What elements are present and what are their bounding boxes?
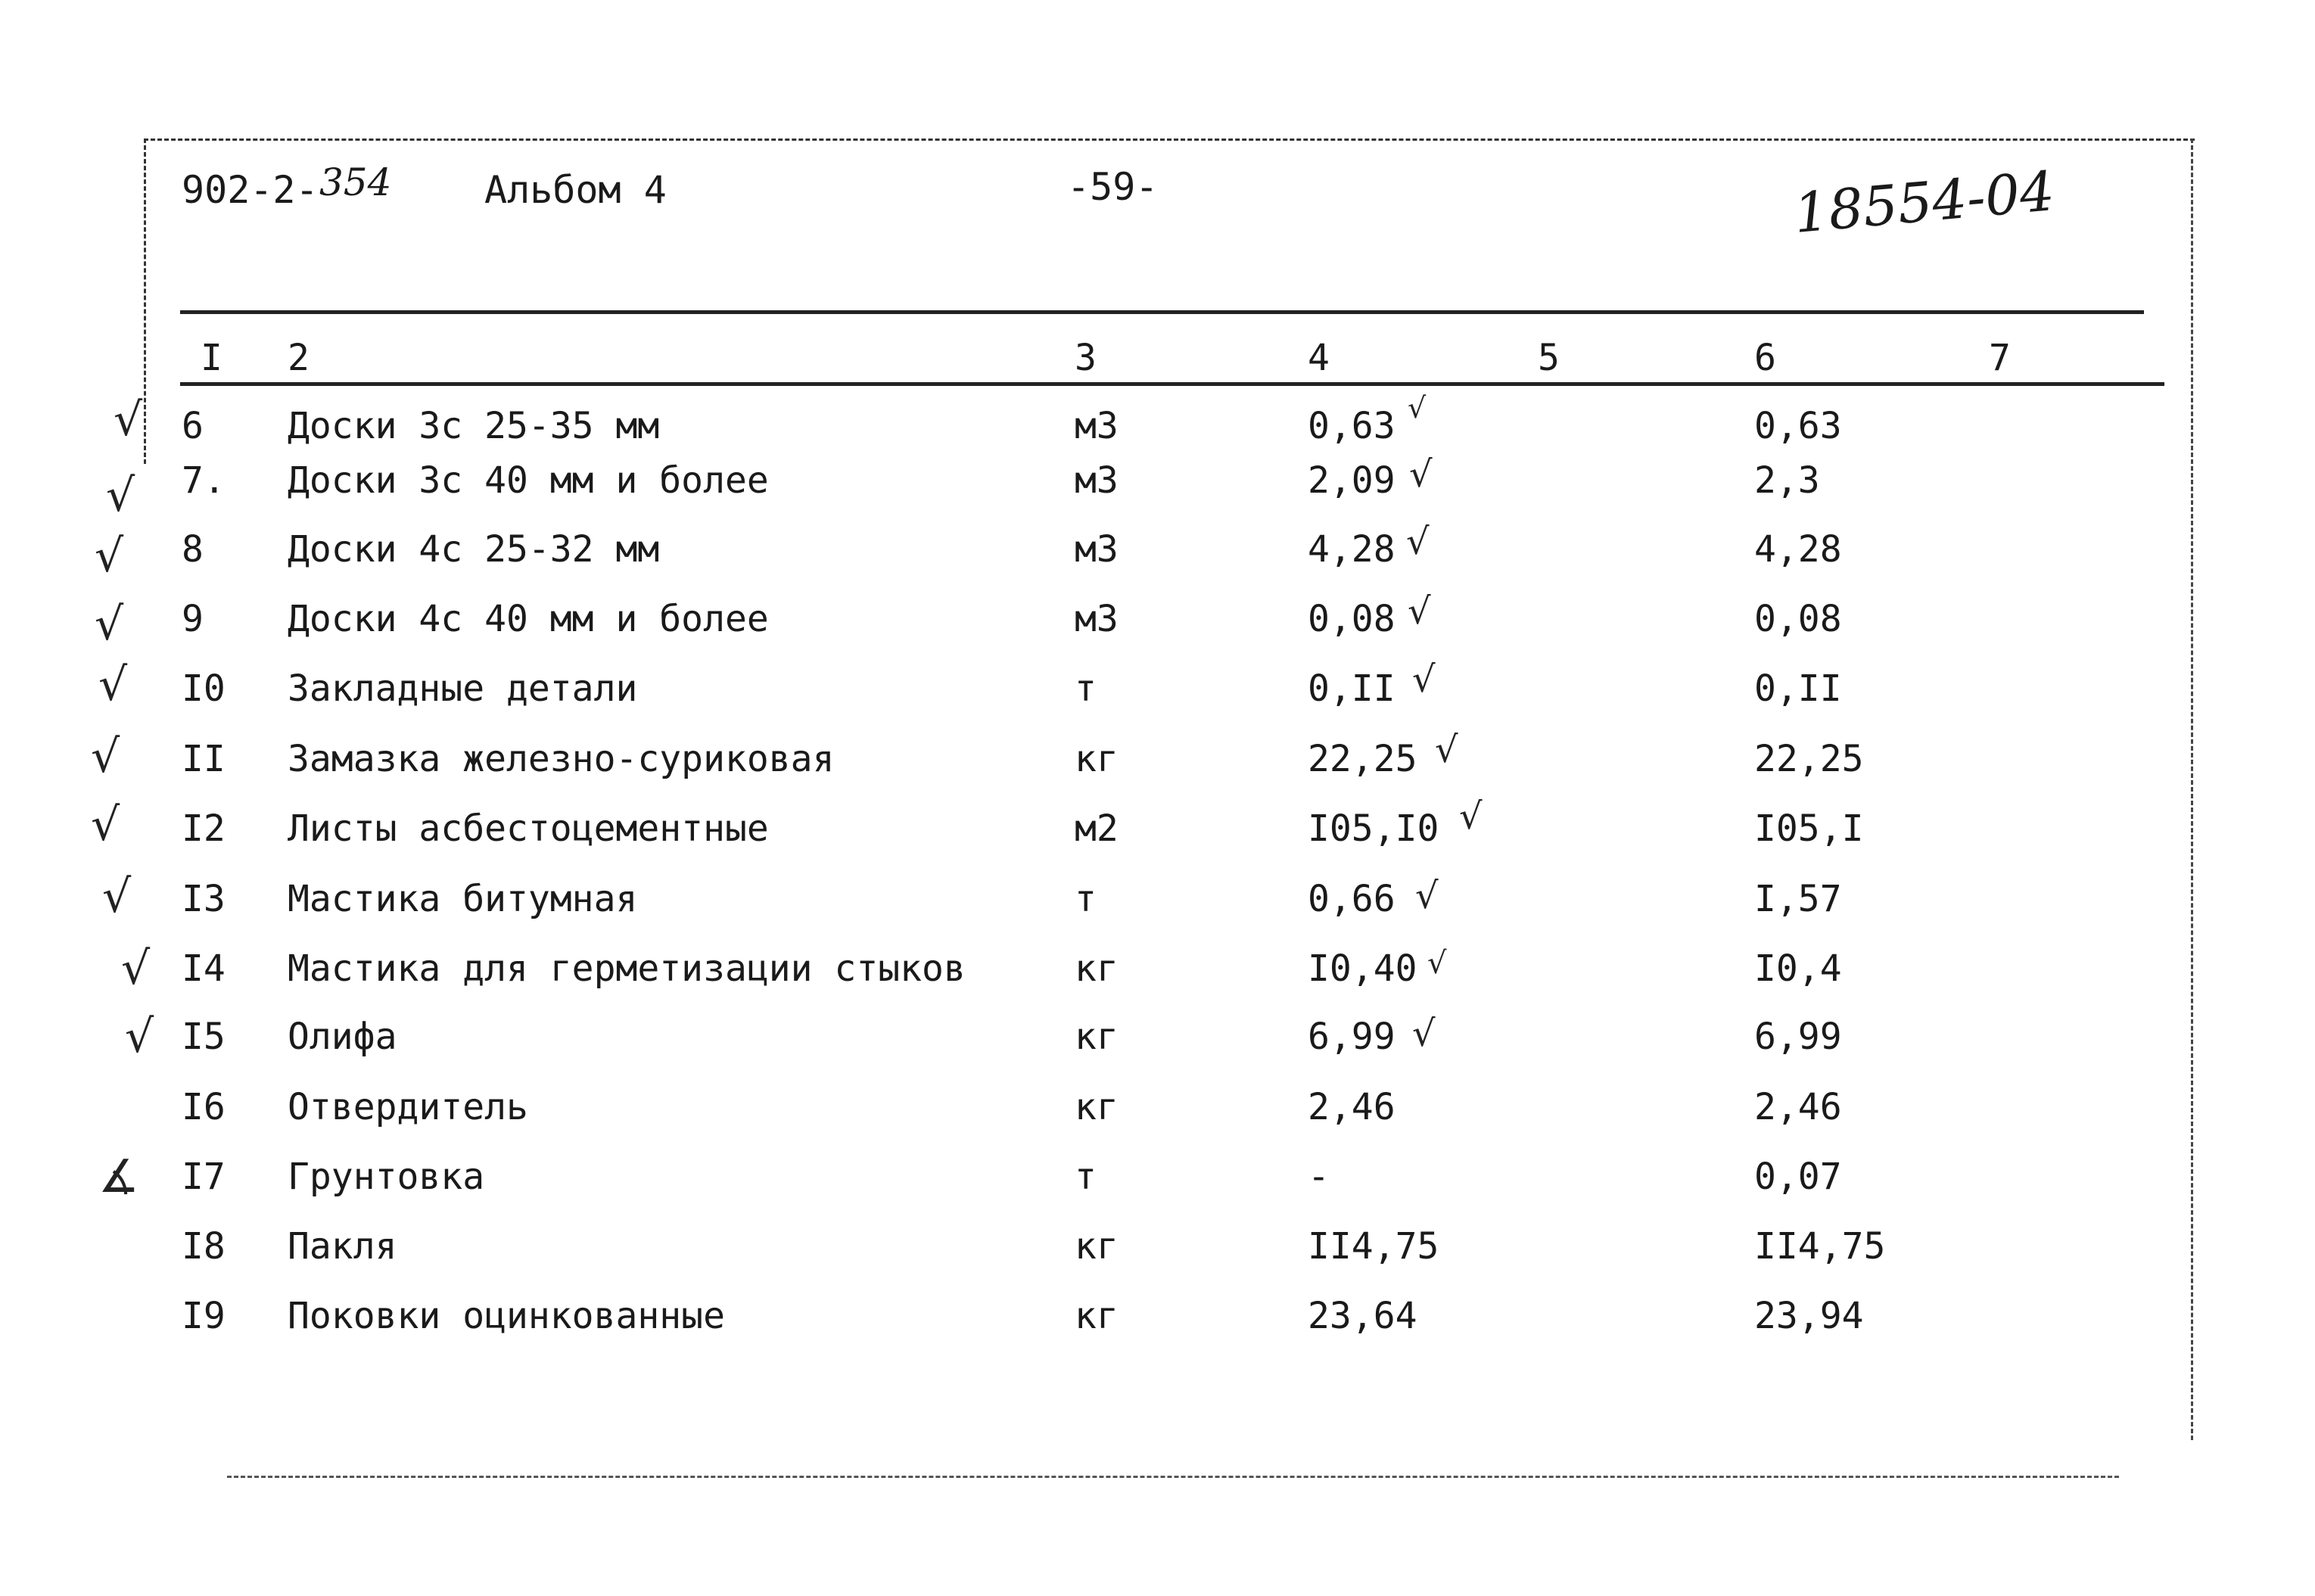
row-col6: 0,08 [1754,598,1842,640]
row-col6: I05,I [1754,807,1864,850]
row-col4: 22,25 [1308,738,1417,780]
margin-cross-check-icon: ∡ [98,1150,139,1203]
margin-check-icon: √ [98,658,128,711]
check-icon: √ [1408,590,1431,633]
row-name: Доски 4с 25-32 мм [288,528,660,571]
row-col4: - [1308,1156,1330,1198]
table-row [0,1013,2315,1076]
row-name: Поковки оцинкованные [288,1295,725,1337]
row-number: I4 [182,947,226,990]
row-unit: кг [1075,1295,1119,1337]
column-header-rule [180,382,2164,386]
column-numbers [0,337,2315,382]
margin-check-icon: √ [91,798,120,851]
stamp-number-handwritten: 18554-04 [1791,159,2058,245]
row-number: I6 [182,1086,226,1128]
row-col6: 22,25 [1754,738,1864,780]
row-number: I7 [182,1156,226,1198]
row-number: 7. [182,459,226,502]
page-number: -59- [1067,165,1159,209]
table-row [0,1086,2315,1146]
column-number: 2 [288,337,310,379]
row-col4: II4,75 [1308,1225,1439,1268]
table-row [0,391,2315,465]
row-number: I5 [182,1016,226,1058]
row-col4: 2,46 [1308,1086,1396,1128]
row-number: 8 [182,528,204,571]
table-row [0,947,2315,1008]
table-row [0,453,2315,520]
row-name: Грунтовка [288,1156,485,1198]
table-row [0,590,2315,658]
row-number: II [182,738,226,780]
row-name: Доски 3с 40 мм и более [288,459,769,502]
table-row [0,1225,2315,1286]
column-number: 5 [1538,337,1560,379]
row-unit: кг [1075,1086,1119,1128]
margin-check-icon: √ [121,942,151,995]
row-col4: I0,40 [1308,947,1417,990]
margin-check-icon: √ [95,598,124,651]
check-icon: √ [1406,521,1430,563]
row-unit: кг [1075,738,1119,780]
margin-check-icon: √ [102,870,132,923]
table-row [0,875,2315,938]
row-unit: м3 [1075,528,1119,571]
check-icon: √ [1409,453,1433,496]
row-unit: т [1075,878,1097,920]
row-unit: кг [1075,947,1119,990]
table-row [0,521,2315,589]
row-name: Отвердитель [288,1086,528,1128]
row-col4: 0,63 [1308,405,1396,447]
row-col6: 6,99 [1754,1016,1842,1058]
row-name: Доски 4с 40 мм и более [288,598,769,640]
table-row [0,658,2315,728]
row-number: 6 [182,405,204,447]
row-col4: I05,I0 [1308,807,1439,850]
row-name: Листы асбестоцементные [288,807,769,850]
row-unit: м2 [1075,807,1119,850]
row-col4: 0,08 [1308,598,1396,640]
row-col6: 0,07 [1754,1156,1842,1198]
check-icon: √ [1412,1013,1436,1055]
row-name: Мастика для герметизации стыков [288,947,966,990]
column-number: 7 [1989,337,2011,379]
row-col4: 0,II [1308,667,1396,710]
column-number: 6 [1754,337,1776,379]
check-icon: √ [1415,875,1439,917]
row-col6: 4,28 [1754,528,1842,571]
row-col6: I0,4 [1754,947,1842,990]
row-name: Олифа [288,1016,397,1058]
frame-bottom-border [227,1476,2119,1478]
row-col6: 2,3 [1754,459,1820,502]
check-icon: √ [1412,658,1436,701]
row-number: I8 [182,1225,226,1268]
margin-check-icon: √ [125,1010,154,1063]
row-col6: II4,75 [1754,1225,1886,1268]
check-icon: √ [1435,729,1458,771]
table-row [0,795,2315,868]
margin-check-icon: √ [106,469,135,522]
row-unit: кг [1075,1225,1119,1268]
margin-check-icon: √ [114,394,143,446]
row-name: Замазка железно-суриковая [288,738,835,780]
row-col6: 2,46 [1754,1086,1842,1128]
row-col6: I,57 [1754,878,1842,920]
row-col4: 6,99 [1308,1016,1396,1058]
row-col6: 0,63 [1754,405,1842,447]
column-number: 4 [1308,337,1330,379]
row-number: I2 [182,807,226,850]
table-row [0,1295,2315,1355]
row-col4: 23,64 [1308,1295,1417,1337]
check-icon: √ [1408,391,1427,425]
row-unit: м3 [1075,459,1119,502]
table-row [0,729,2315,798]
row-name: Закладные детали [288,667,638,710]
margin-check-icon: √ [95,530,124,583]
row-number: I3 [182,878,226,920]
row-unit: м3 [1075,598,1119,640]
check-icon: √ [1427,946,1447,981]
row-unit: т [1075,667,1097,710]
row-col4: 0,66 [1308,878,1396,920]
row-col6: 0,II [1754,667,1842,710]
doc-code-handwritten: 354 [319,160,392,204]
table-row [0,1156,2315,1216]
row-col6: 23,94 [1754,1295,1864,1337]
row-name: Пакля [288,1225,397,1268]
check-icon: √ [1459,795,1483,838]
row-unit: кг [1075,1016,1119,1058]
column-number: 3 [1075,337,1097,379]
row-number: I0 [182,667,226,710]
row-name: Доски 3с 25-35 мм [288,405,660,447]
frame-top-border [144,138,2195,141]
header-rule [180,310,2144,314]
margin-check-icon: √ [91,730,120,783]
row-number: I9 [182,1295,226,1337]
row-number: 9 [182,598,204,640]
row-name: Мастика битумная [288,878,638,920]
row-unit: м3 [1075,405,1119,447]
album-label: Альбом 4 [484,168,667,212]
row-col4: 2,09 [1308,459,1396,502]
doc-code: 902-2- [182,168,319,212]
column-number: I [201,337,222,379]
row-unit: т [1075,1156,1097,1198]
row-col4: 4,28 [1308,528,1396,571]
